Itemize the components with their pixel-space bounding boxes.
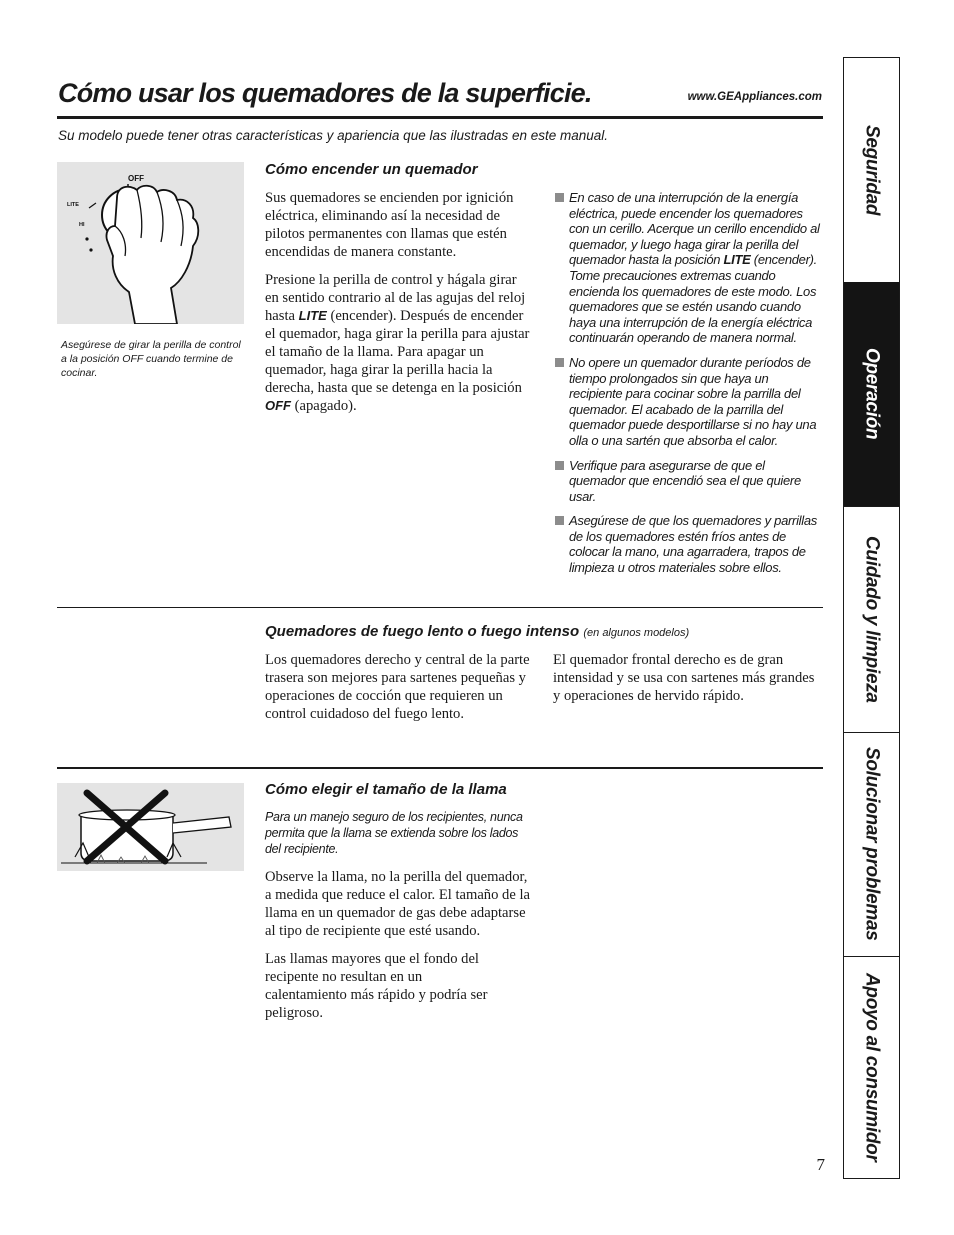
tab-label: Operación [861,348,883,440]
bullet-item: Verifique para asegurarse de que el quemador que encendió sea el que quiere usar. [553,458,823,505]
page-subtitle: Su modelo puede tener otras características y apariencia que las ilustradas en este manual. [58,128,609,143]
bullet-square-icon [555,516,564,525]
tab-label: Solucionar problemas [861,747,883,941]
tab-apoyo-al-consumidor[interactable] [844,956,899,1178]
title-rule [57,116,823,119]
section-divider [57,767,823,769]
heading-note: (en algunos modelos) [583,627,690,639]
off-keyword: OFF [265,398,291,413]
lighting-para2: Presione la perilla de control y hágala girar en sentido contrario al de las agujas del reloj hasta LITE (encender). Después de encender el quemador, haga girar la perilla para ajustar el tamaño de la llama. Para apagar un quemador, haga girar la perilla hacia la derecha, hasta que se detenga en la posición OFF (apagado). [265,272,530,414]
flame-para2: Las llamas mayores que el fondo del recipente no resultan en un calentamiento más rápido y podría ser peligroso. [265,951,488,1021]
section-heading-lighting: Cómo encender un quemador [265,161,478,178]
bullet-item: En caso de una interrupción de la energía eléctrica, puede encender los quemadores con un cerillo. Acerque un cerillo encendido al quemador, y luego haga girar la perilla del quemador hasta la posición LITE (encender). Tome precauciones extremas cuando encienda los quemadores de este modo. Los quemadores que se estén usando cuando haya una interrupción de la energía eléctrica continuarán operando de manera normal. [553,190,823,346]
simmer-col1: Los quemadores derecho y central de la parte trasera son mejores para sartenes pequeñas y operaciones de cocción que requieren un control cuidadoso del fuego lento. [265,652,530,722]
flame-body [265,868,533,1032]
knob-lite-label: LITE [67,202,79,208]
lighting-para1: Sus quemadores se encienden por ignición eléctrica, eliminando así la necesidad de pilotos permanentes con llamas que estén encendidas de manera constante. [265,190,514,260]
section-heading-simmer: Quemadores de fuego lento o fuego intenso (en algunos modelos) [265,623,690,640]
tab-seguridad[interactable] [844,58,899,283]
lighting-bullets [553,190,823,585]
bullet-item: No opere un quemador durante períodos de tiempo prolongados sin que haya un recipiente para cocinar sobre la parrilla del quemador. El acabado de la parrilla del quemador puede desportillarse si no hay una olla o una sartén que absorba el calor. [553,355,823,449]
flame-para1: Observe la llama, no la perilla del quemador, a medida que reduce el calor. El tamaño de la llama en un quemador de gas debe adaptarse al tipo de recipiente que esté usando. [265,869,530,939]
tab-label: Seguridad [861,124,883,216]
section-sidebar [843,57,900,1179]
section-divider [57,607,823,608]
simmer-col2: El quemador frontal derecho es de gran intensidad y se usa con sartenes más grandes y operaciones de hervido rápido. [553,652,815,704]
knob-caption: Asegúrese de girar la perilla de control a la posición OFF cuando termine de cocinar. [61,339,241,379]
website-url[interactable]: www.GEAppliances.com [687,91,822,103]
tab-label: Apoyo al consumidor [861,972,883,1162]
tab-operacion[interactable] [844,282,899,507]
tab-solucionar-problemas[interactable] [844,732,899,957]
knob-off-label: OFF [128,174,144,183]
bullet-square-icon [555,461,564,470]
page-title: Cómo usar los quemadores de la superficie. [58,78,592,108]
knob-illustration [57,162,244,324]
hand-turning-knob-icon [57,162,244,324]
bullet-square-icon [555,193,564,202]
tab-label: Cuidado y limpieza [861,535,883,703]
bullet-item: Asegúrese de que los quemadores y parrillas de los quemadores estén fríos antes de colocar la mano, una agarradera, trapos de limpieza u otros materiales sobre ellos. [553,513,823,575]
knob-hi-label: HI [79,222,85,228]
lite-keyword: LITE [298,308,327,323]
flame-note: Para un manejo seguro de los recipientes, nunca permita que la llama se extienda sobre los lados del recipiente. [265,810,523,856]
lighting-body [265,189,533,425]
tab-cuidado-y-limpieza[interactable] [844,506,899,733]
section-heading-flame: Cómo elegir el tamaño de la llama [265,781,507,798]
bullet-square-icon [555,358,564,367]
page-number: 7 [816,1155,825,1174]
pan-flame-icon [57,783,244,871]
flame-illustration [57,783,244,871]
